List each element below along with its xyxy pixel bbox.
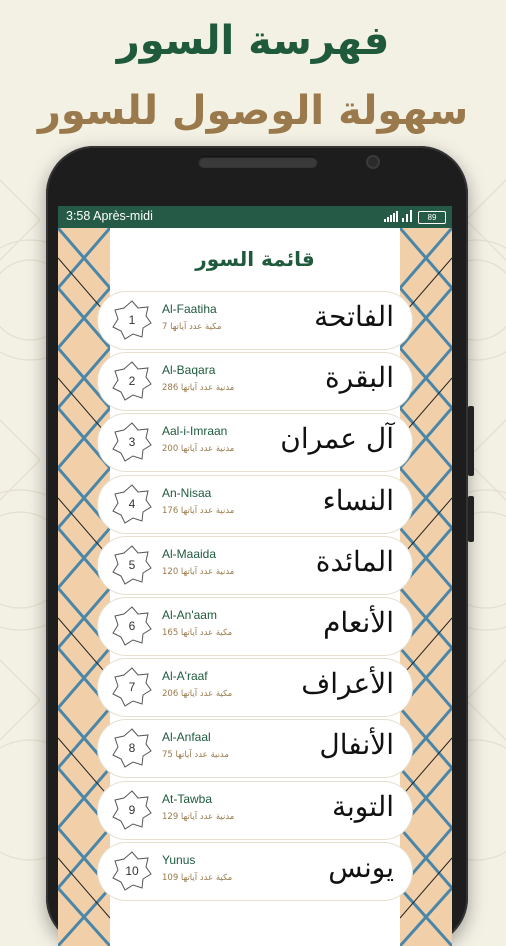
surah-meta: مكية عدد آياتها 165 (162, 627, 233, 638)
surah-number: 4 (128, 496, 136, 511)
power-button (468, 496, 474, 542)
surah-number: 5 (128, 557, 136, 572)
surah-number: 8 (128, 741, 136, 756)
surah-row-8[interactable] (98, 720, 412, 777)
phone-frame (46, 146, 468, 946)
surah-latin-name: Al-A'raaf (162, 669, 208, 684)
surah-arabic-name: آل عمران (280, 422, 394, 456)
surah-arabic-name: النساء (322, 483, 394, 517)
surah-arabic-name: الفاتحة (314, 300, 394, 333)
surah-meta: مكية عدد آياتها 109 (162, 872, 233, 883)
promo-title: فهرسة السور (116, 18, 390, 64)
surah-latin-name: At-Tawba (162, 791, 213, 806)
volume-button (468, 406, 474, 476)
surah-row-3[interactable] (98, 414, 412, 471)
surah-latin-name: Yunus (162, 852, 196, 867)
surah-row-10[interactable] (98, 843, 412, 900)
surah-row-4[interactable] (98, 476, 412, 533)
surah-row-1[interactable] (98, 292, 412, 349)
surah-meta: مدنية عدد آياتها 75 (162, 750, 229, 761)
surah-arabic-name: البقرة (324, 361, 394, 395)
surah-number: 10 (125, 863, 139, 878)
surah-number: 6 (128, 618, 136, 633)
surah-arabic-name: الأعراف (301, 667, 394, 701)
surah-meta: مكية عدد آياتها 206 (162, 689, 233, 700)
surah-meta: مدنية عدد آياتها 286 (162, 383, 235, 394)
battery-icon: 89 (418, 211, 446, 224)
surah-latin-name: An-Nisaa (162, 485, 212, 500)
surah-number: 9 (128, 802, 136, 817)
surah-number: 3 (128, 435, 136, 450)
wifi-icon (402, 210, 412, 222)
speaker-grille (198, 156, 318, 168)
app-screen (58, 206, 452, 946)
surah-meta: مدنية عدد آياتها 129 (162, 811, 235, 822)
surah-arabic-name: يونس (328, 850, 394, 884)
signal-icon (384, 211, 400, 222)
surah-arabic-name: الأنفال (319, 728, 394, 762)
surah-number: 1 (128, 313, 136, 327)
surah-latin-name: Al-Maaida (162, 546, 217, 561)
status-time: 3:58 Après-midi (66, 209, 153, 223)
surah-meta: مدنية عدد آياتها 176 (162, 505, 235, 516)
surah-latin-name: Al-An'aam (162, 607, 217, 622)
surah-row-2[interactable] (98, 353, 412, 410)
surah-row-7[interactable] (98, 659, 412, 716)
surah-latin-name: Al-Faatiha (162, 302, 217, 316)
surah-meta: مكية عدد آياتها 7 (162, 322, 222, 332)
surah-row-6[interactable] (98, 598, 412, 655)
surah-latin-name: Al-Baqara (162, 363, 216, 378)
page-title: قائمة السور (110, 228, 400, 290)
camera-icon (368, 157, 378, 167)
surah-number: 7 (128, 680, 136, 695)
surah-meta: مدنية عدد آياتها 120 (162, 566, 235, 577)
status-bar (58, 206, 452, 228)
surah-latin-name: Aal-i-Imraan (162, 424, 228, 439)
surah-number: 2 (128, 374, 136, 389)
surah-latin-name: Al-Anfaal (162, 730, 211, 745)
surah-row-9[interactable] (98, 782, 412, 839)
surah-arabic-name: المائدة (315, 544, 394, 578)
surah-row-5[interactable] (98, 537, 412, 594)
surah-list (98, 292, 412, 904)
promo-subtitle: سهولة الوصول للسور (37, 88, 469, 134)
surah-arabic-name: الأنعام (323, 605, 394, 639)
surah-meta: مدنية عدد آياتها 200 (162, 444, 235, 455)
surah-arabic-name: التوبة (331, 789, 394, 823)
